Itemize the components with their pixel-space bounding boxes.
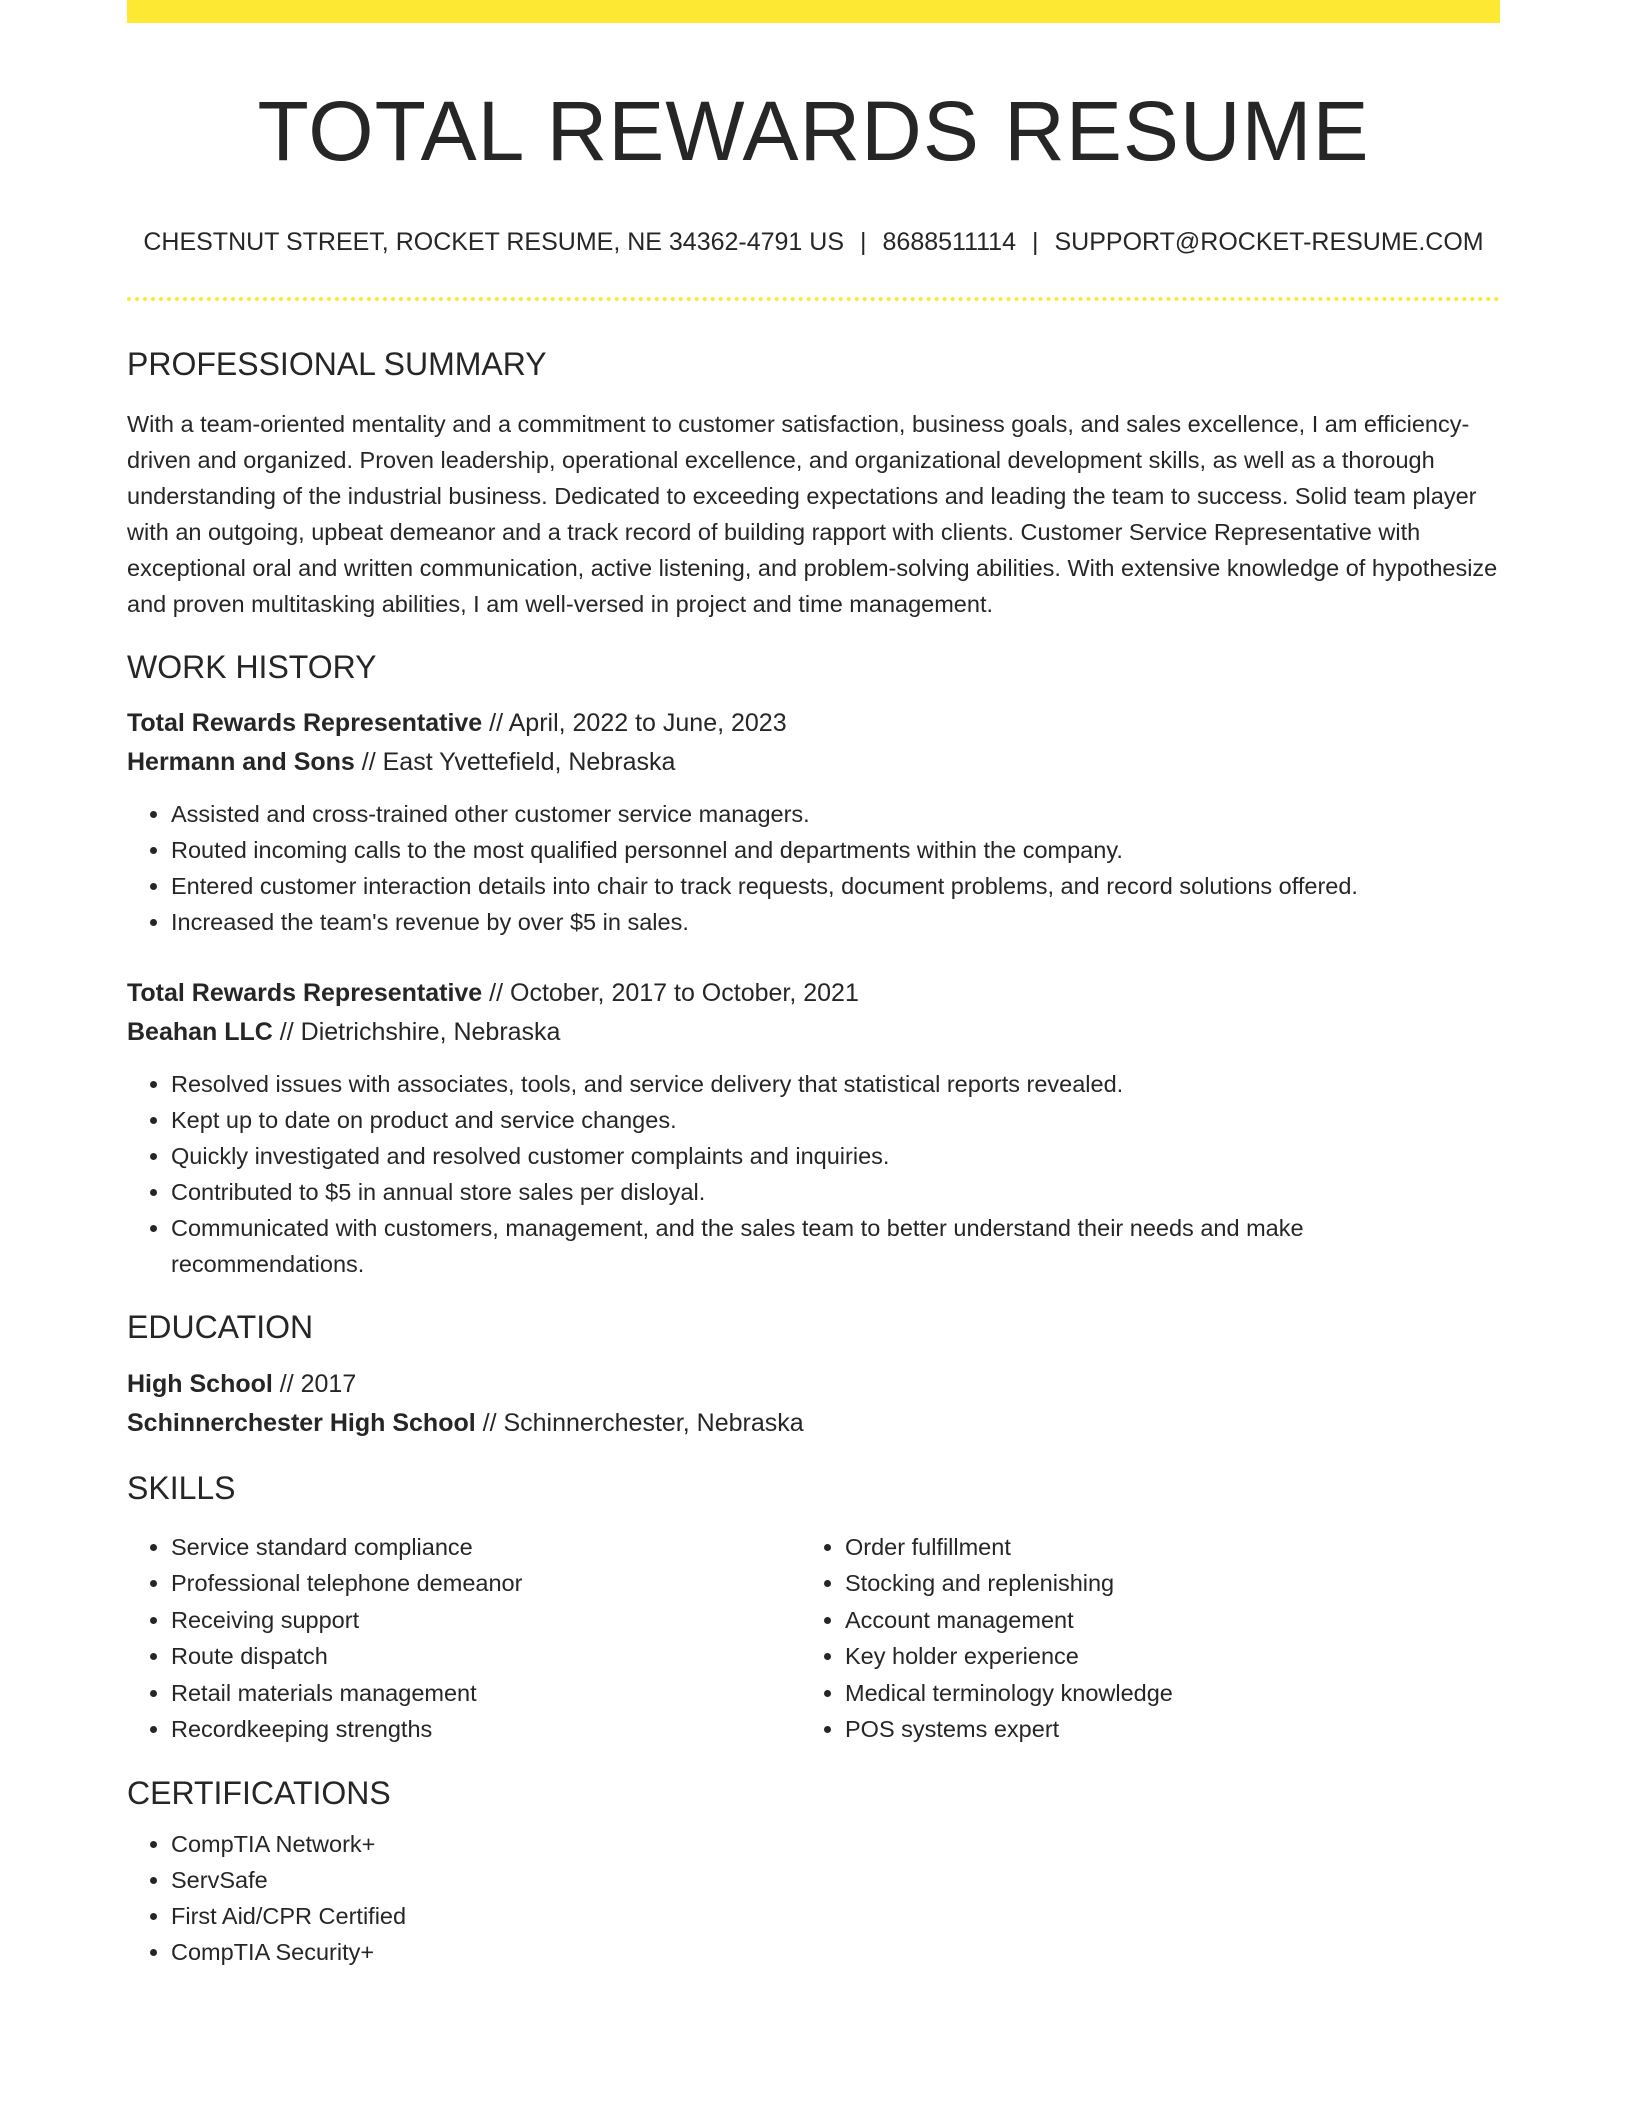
dotted-divider	[127, 297, 1500, 301]
certification-item: • ServSafe	[171, 1862, 1500, 1898]
job-bullet: • Contributed to $5 in annual store sales per disloyal.	[171, 1174, 1500, 1210]
skill-item: • Service standard compliance	[171, 1529, 801, 1566]
work-history-heading: WORK HISTORY	[127, 648, 377, 685]
skills-column-left	[127, 1529, 801, 1748]
job-bullet: • Kept up to date on product and service changes.	[171, 1102, 1500, 1138]
education-year: // 2017	[272, 1369, 357, 1398]
skill-item: • Order fulfillment	[845, 1529, 1475, 1566]
certification-list	[127, 1826, 1500, 1970]
skills-section	[127, 1469, 1500, 1748]
certification-item: • First Aid/CPR Certified	[171, 1898, 1500, 1934]
skill-item: • Stocking and replenishing	[845, 1565, 1475, 1602]
certification-item: • CompTIA Network+	[171, 1826, 1500, 1862]
contact-separator: |	[860, 228, 867, 257]
job-entry	[127, 704, 1500, 940]
education-location: // Schinnerchester, Nebraska	[475, 1408, 804, 1437]
skills-column-right	[801, 1529, 1475, 1748]
contact-line	[127, 227, 1500, 257]
skill-item: • Route dispatch	[171, 1638, 801, 1675]
certifications-section	[127, 1774, 1500, 1970]
job-location: // Dietrichshire, Nebraska	[272, 1018, 561, 1047]
contact-email: SUPPORT@ROCKET-RESUME.COM	[1054, 228, 1484, 257]
skill-item: • Professional telephone demeanor	[171, 1565, 801, 1602]
job-bullet: • Routed incoming calls to the most qualified personnel and departments within the company.	[171, 832, 1500, 868]
education-heading: EDUCATION	[127, 1309, 314, 1346]
work-history-section	[127, 648, 1500, 1282]
job-location: // East Yvettefield, Nebraska	[354, 748, 676, 777]
contact-separator: |	[1032, 228, 1039, 257]
job-bullet: • Resolved issues with associates, tools, and service delivery that statistical reports revealed.	[171, 1066, 1500, 1102]
skill-item: • Retail materials management	[171, 1675, 801, 1712]
job-bullet: • Quickly investigated and resolved customer complaints and inquiries.	[171, 1138, 1500, 1174]
education-degree: High School	[127, 1369, 273, 1398]
job-role: Total Rewards Representative	[127, 979, 483, 1008]
job-title-line	[127, 704, 1500, 743]
job-bullet: • Increased the team's revenue by over $5 in sales.	[171, 904, 1500, 940]
education-school-line	[127, 1404, 1500, 1443]
job-company-line	[127, 743, 1500, 782]
job-bullet: • Communicated with customers, management, and the sales team to better understand their needs and make recommendations.	[171, 1210, 1500, 1282]
job-dates: // April, 2022 to June, 2023	[482, 709, 787, 738]
skill-item: • Receiving support	[171, 1602, 801, 1639]
job-company: Hermann and Sons	[127, 748, 355, 777]
skill-item: • Key holder experience	[845, 1638, 1475, 1675]
job-bullet: • Assisted and cross-trained other customer service managers.	[171, 796, 1500, 832]
job-bullets	[127, 796, 1500, 940]
summary-text: With a team-oriented mentality and a commitment to customer satisfaction, business goals, and sales excellence, I am efficiency-driven and organized. Proven leadership, operational excellence, and organizational development skills, as well as a thorough understanding of the industrial business. Dedicated to exceeding expectations and leading the team to success. Solid team player with an outgoing, upbeat demeanor and a track record of building rapport with clients. Customer Service Representative with exceptional oral and written communication, active listening, and problem-solving abilities. With extensive knowledge of hypothesize and proven multitasking abilities, I am well-versed in project and time management.	[127, 410, 1498, 617]
certifications-heading: CERTIFICATIONS	[127, 1774, 391, 1811]
contact-address: CHESTNUT STREET, ROCKET RESUME, NE 34362-4791 US	[143, 228, 845, 257]
job-entry	[127, 974, 1500, 1282]
contact-phone: 8688511114	[882, 228, 1016, 257]
skill-item: • Recordkeeping strengths	[171, 1711, 801, 1748]
skill-item: • POS systems expert	[845, 1711, 1475, 1748]
job-bullets	[127, 1066, 1500, 1282]
job-title-line	[127, 974, 1500, 1013]
resume-page	[127, 0, 1500, 1970]
education-school: Schinnerchester High School	[127, 1408, 476, 1437]
resume-name: TOTAL REWARDS RESUME	[257, 84, 1370, 178]
education-section	[127, 1308, 1500, 1442]
job-dates: // October, 2017 to October, 2021	[482, 979, 859, 1008]
education-degree-line	[127, 1365, 1500, 1404]
skill-item: • Account management	[845, 1602, 1475, 1639]
job-company: Beahan LLC	[127, 1018, 273, 1047]
summary-heading: PROFESSIONAL SUMMARY	[127, 346, 547, 383]
skill-item: • Medical terminology knowledge	[845, 1675, 1475, 1712]
job-bullet: • Entered customer interaction details into chair to track requests, document problems, and record solutions offered.	[171, 868, 1500, 904]
skills-heading: SKILLS	[127, 1469, 236, 1506]
job-company-line	[127, 1013, 1500, 1052]
skills-columns	[127, 1529, 1500, 1748]
certification-item: • CompTIA Security+	[171, 1934, 1500, 1970]
job-role: Total Rewards Representative	[127, 709, 483, 738]
accent-top-bar	[127, 0, 1500, 23]
